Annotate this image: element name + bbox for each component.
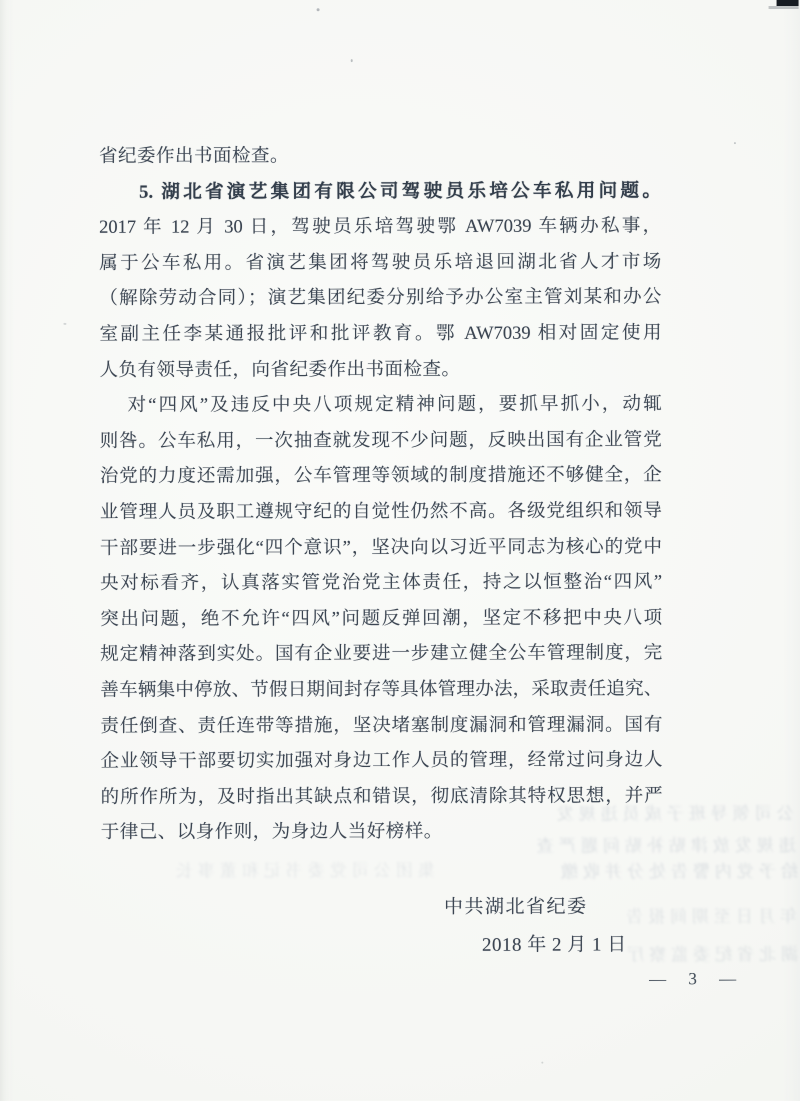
text-line: 央对标看齐，认真落实管党治党主体责任，持之以恒整治“四风” bbox=[100, 572, 663, 594]
body-text bbox=[99, 138, 663, 851]
text-line: 于律己、以身作则，为身边人当好榜样。 bbox=[100, 822, 443, 844]
text-line: 突出问题，绝不允许“四风”问题反弹回潮，坚定不移把中央八项 bbox=[100, 608, 663, 630]
text-line: 的所作所为，及时指出其缺点和错误，彻底清除其特权思想，并严 bbox=[100, 786, 663, 808]
text-line: 规定精神落到实处。国有企业要进一步建立健全公车管理制度，完 bbox=[100, 643, 663, 666]
text-line: 对“四风”及违反中央八项规定精神问题，要抓早抓小，动辄 bbox=[127, 394, 662, 416]
signature-org: 中共湖北省纪委 bbox=[443, 896, 588, 918]
text-line: 治党的力度还需加强，公车管理等领域的制度措施还不够健全，企 bbox=[99, 465, 662, 488]
text-line: 室副主任李某通报批评和批评教育。鄂 AW7039 相对固定使用 bbox=[99, 323, 662, 345]
scan-speck bbox=[734, 142, 736, 144]
bleedthrough-ghost-line: 给予党内警告处分并收缴 bbox=[555, 861, 798, 882]
page-number: — 3 — bbox=[649, 969, 746, 989]
scan-speck bbox=[351, 59, 353, 62]
section-heading-line: 5. 湖北省演艺集团有限公司驾驶员乐培公车私用问题。 bbox=[139, 180, 662, 203]
text-line: 责任倒查、责任连带等措施，坚决堵塞制度漏洞和管理漏洞。国有 bbox=[100, 714, 663, 737]
text-line: 则咎。公车私用，一次抽查就发现不少问题，反映出国有企业管党 bbox=[99, 430, 662, 452]
text-line: 企业领导干部要切实加强对身边工作人员的管理，经常过问身边人 bbox=[100, 750, 663, 772]
text-line: 干部要进一步强化“四个意识”，坚决向以习近平同志为核心的党中 bbox=[99, 536, 663, 559]
text-line: （解除劳动合同）；演艺集团纪委分别给予办公室主管刘某和办公 bbox=[99, 287, 662, 310]
scan-speck bbox=[63, 323, 66, 325]
scan-speck bbox=[317, 8, 320, 11]
bleedthrough-ghost-line: 湖北省纪委监察厅 bbox=[622, 944, 799, 965]
bleedthrough-ghost-line: 年月日至期间报告 bbox=[620, 906, 797, 927]
text-line: 属于公车私用。省演艺集团将驾驶员乐培退回湖北省人才市场 bbox=[99, 252, 662, 274]
text-line: 2017 年 12 月 30 日，驾驶员乐培驾驶鄂 AW7039 车辆办私事， bbox=[99, 216, 662, 238]
text-line: 善车辆集中停放、节假日期间封存等具体管理办法，采取责任追究、 bbox=[100, 679, 663, 701]
scanner-artifact-bar-fringe bbox=[769, 6, 799, 9]
scan-speck bbox=[541, 1062, 543, 1064]
text-line: 人负有领导责任，向省纪委作出书面检查。 bbox=[99, 359, 461, 381]
text-line: 业管理人员及职工遵规守纪的自觉性仍然不高。各级党组织和领导 bbox=[99, 501, 662, 523]
bleedthrough-ghost-line: 违规发放津贴补贴问题严查 bbox=[531, 835, 796, 856]
signature-date: 2018 年 2 月 1 日 bbox=[482, 934, 627, 956]
bleedthrough-ghost-line: 集团公司党委书记和董事长 bbox=[170, 860, 435, 881]
text-line: 省纪委作出书面检查。 bbox=[98, 146, 290, 167]
bleedthrough-ghost-line: 公司领导班子成员违规发 bbox=[551, 803, 794, 824]
